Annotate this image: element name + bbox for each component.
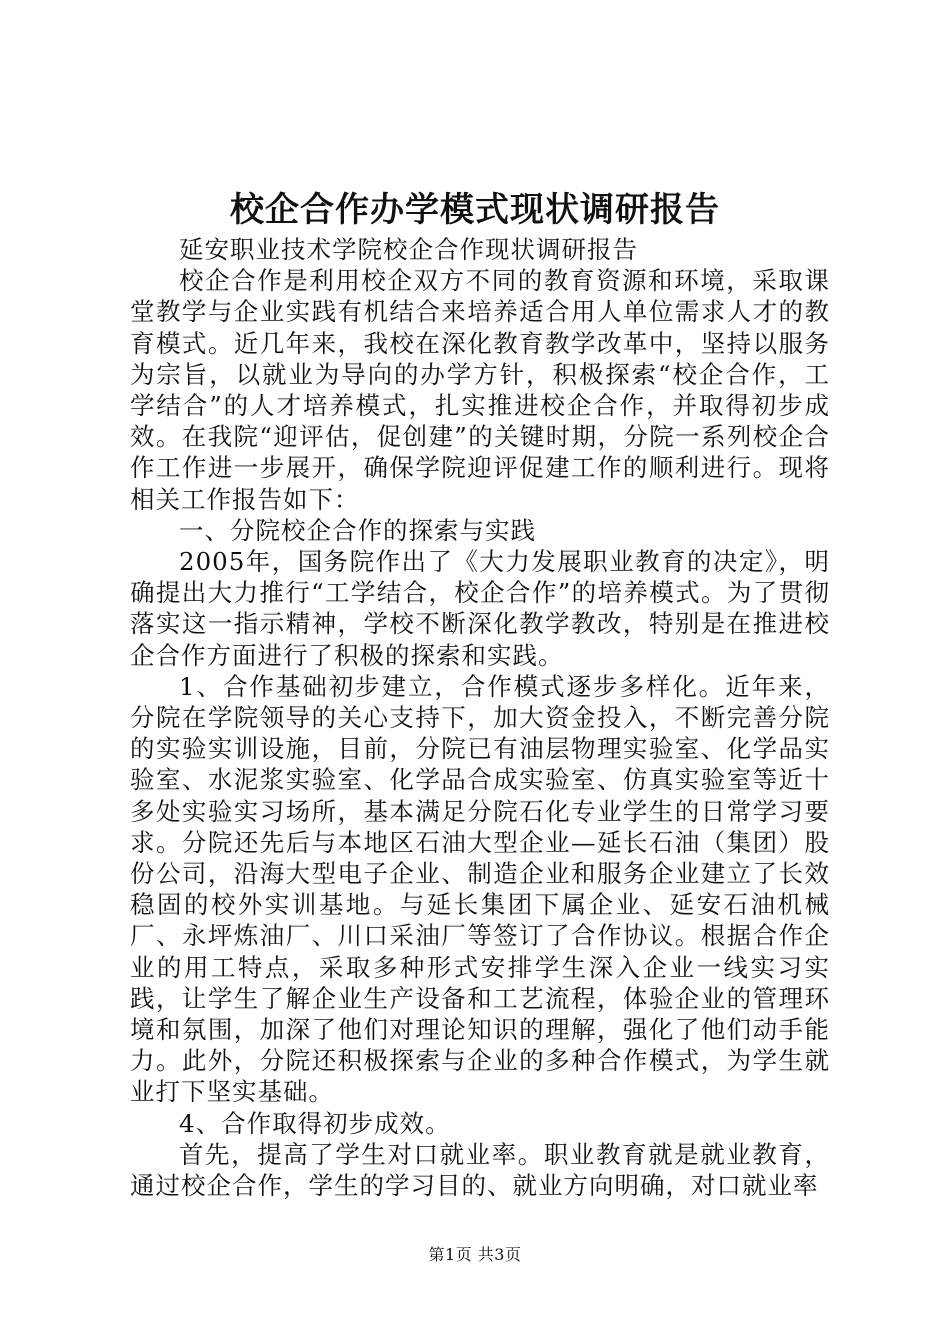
body-paragraph: 首先，提高了学生对口就业率。职业教育就是就业教育，通过校企合作，学生的学习目的、就业方向明确，对口就业率 xyxy=(130,1139,830,1201)
body-paragraph: 2005年，国务院作出了《大力发展职业教育的决定》，明确提出大力推行“工学结合，校企合作”的培养模式。为了贯彻落实这一指示精神，学校不断深化教学教改，特别是在推进校企合作方面进行了积极的探索和实践。 xyxy=(130,547,830,670)
subsection-heading: 4、合作取得初步成效。 xyxy=(179,1108,451,1138)
document-body xyxy=(130,234,830,1201)
intro-paragraph: 校企合作是利用校企双方不同的教育资源和环境，采取课堂教学与企业实践有机结合来培养适合用人单位需求人才的教育模式。近几年来，我校在深化教育教学改革中，坚持以服务为宗旨，以就业为导向的办学方针，积极探索“校企合作，工学结合”的人才培养模式，扎实推进校企合作，并取得初步成效。在我院“迎评估，促创建”的关键时期，分院一系列校企合作工作进一步展开，确保学院迎评促建工作的顺利进行。现将相关工作报告如下： xyxy=(130,266,830,514)
section-heading: 一、分院校企合作的探索与实践 xyxy=(179,515,536,545)
body-paragraph: 1、合作基础初步建立，合作模式逐步多样化。近年来，分院在学院领导的关心支持下，加大资金投入，不断完善分院的实验实训设施，目前，分院已有油层物理实验室、化学品实验室、水泥浆实验室、化学品合成实验室、仿真实验室等近十多处实验实习场所，基本满足分院石化专业学生的日常学习要求。分院还先后与本地区石油大型企业—延长石油（集团）股份公司，沿海大型电子企业、制造企业和服务企业建立了长效稳固的校外实训基地。与延长集团下属企业、延安石油机械厂、永坪炼油厂、川口采油厂等签订了合作协议。根据合作企业的用工特点，采取多种形式安排学生深入企业一线实习实践，让学生了解企业生产设备和工艺流程，体验企业的管理环境和氛围，加深了他们对理论知识的理解，强化了他们动手能力。此外，分院还积极探索与企业的多种合作模式，为学生就业打下坚实基础。 xyxy=(130,671,830,1107)
document-title: 校企合作办学模式现状调研报告 xyxy=(230,190,720,230)
page-number-footer: 第1页 共3页 xyxy=(428,1245,522,1264)
subtitle-paragraph: 延安职业技术学院校企合作现状调研报告 xyxy=(179,235,638,264)
